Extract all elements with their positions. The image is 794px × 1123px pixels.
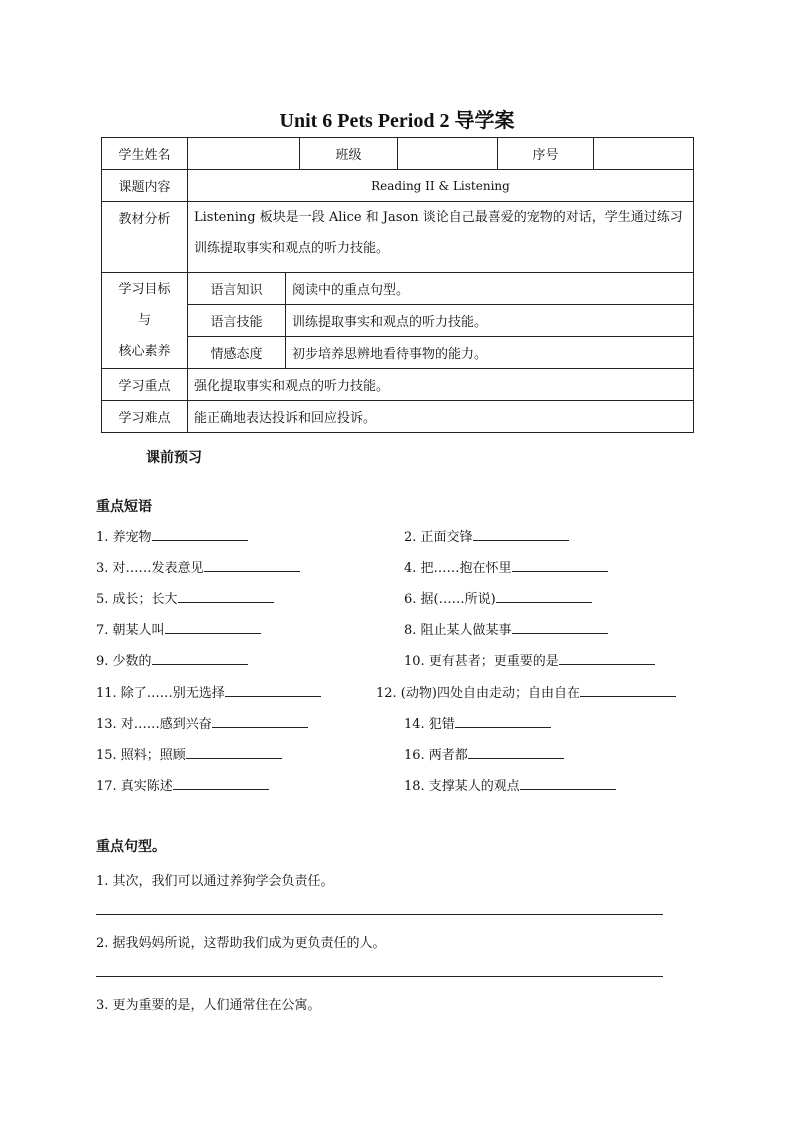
answer-blank[interactable] xyxy=(165,620,261,634)
answer-blank[interactable] xyxy=(512,558,608,572)
answer-blank[interactable] xyxy=(225,683,321,697)
phrase-item xyxy=(404,619,608,638)
phrase-text: 16. 两者都 xyxy=(404,748,468,763)
student-name-label: 学生姓名 xyxy=(102,138,188,170)
phrase-item xyxy=(96,619,261,638)
topic-label: 课题内容 xyxy=(102,170,188,202)
answer-blank[interactable] xyxy=(173,776,269,790)
seat-label: 序号 xyxy=(498,138,594,170)
answer-blank[interactable] xyxy=(204,558,300,572)
answer-blank[interactable] xyxy=(178,589,274,603)
phrase-text: 3. 对……发表意见 xyxy=(96,561,204,576)
answer-blank[interactable] xyxy=(455,714,551,728)
topic-value: Reading II & Listening xyxy=(188,170,694,202)
goal-label-knowledge: 语言知识 xyxy=(188,273,286,305)
answer-line[interactable] xyxy=(96,976,663,977)
analysis-value: Listening 板块是一段 Alice 和 Jason 谈论自己最喜爱的宠物的对话，学生通过练习训练提取事实和观点的听力技能。 xyxy=(188,202,694,273)
phrase-text: 5. 成长；长大 xyxy=(96,592,178,607)
answer-blank[interactable] xyxy=(520,776,616,790)
answer-blank[interactable] xyxy=(559,651,655,665)
phrase-item xyxy=(96,682,321,701)
phrase-text: 13. 对……感到兴奋 xyxy=(96,717,212,732)
phrase-item xyxy=(404,526,569,545)
phrase-item xyxy=(404,588,592,607)
answer-blank[interactable] xyxy=(512,620,608,634)
answer-blank[interactable] xyxy=(186,745,282,759)
class-field[interactable] xyxy=(398,138,498,170)
phrase-text: 7. 朝某人叫 xyxy=(96,623,165,638)
goals-label-line-3: 核心素养 xyxy=(118,344,171,359)
focus-label: 学习重点 xyxy=(102,369,188,401)
goals-label xyxy=(102,273,188,369)
phrase-text: 14. 犯错 xyxy=(404,717,455,732)
phrase-item xyxy=(96,557,300,576)
answer-blank[interactable] xyxy=(152,527,248,541)
phrase-text: 10. 更有甚者；更重要的是 xyxy=(404,654,559,669)
phrase-item xyxy=(404,557,608,576)
goal-label-skills: 语言技能 xyxy=(188,305,286,337)
phrase-item xyxy=(404,650,655,669)
answer-blank[interactable] xyxy=(496,589,592,603)
goal-value-knowledge: 阅读中的重点句型。 xyxy=(286,273,694,305)
info-table xyxy=(101,137,694,433)
phrase-text: 9. 少数的 xyxy=(96,654,152,669)
phrase-text: 15. 照料；照顾 xyxy=(96,748,186,763)
goal-value-attitude: 初步培养思辨地看待事物的能力。 xyxy=(286,337,694,369)
preview-heading: 课前预习 xyxy=(146,450,202,466)
sentences-heading: 重点句型。 xyxy=(96,839,166,855)
seat-field[interactable] xyxy=(594,138,694,170)
phrase-item xyxy=(96,588,274,607)
goals-label-line-2: 与 xyxy=(137,313,151,328)
phrase-item xyxy=(96,744,282,763)
student-name-field[interactable] xyxy=(188,138,300,170)
phrases-heading: 重点短语 xyxy=(96,499,152,515)
phrase-item xyxy=(96,775,269,794)
class-label: 班级 xyxy=(300,138,398,170)
sentence-item: 2. 据我妈妈所说，这帮助我们成为更负责任的人。 xyxy=(96,936,386,951)
goal-label-attitude: 情感态度 xyxy=(188,337,286,369)
sentence-item: 1. 其次，我们可以通过养狗学会负责任。 xyxy=(96,874,334,889)
phrase-item xyxy=(404,713,551,732)
answer-blank[interactable] xyxy=(473,527,569,541)
answer-blank[interactable] xyxy=(580,683,676,697)
phrase-text: 11. 除了……别无选择 xyxy=(96,686,225,701)
phrase-text: 17. 真实陈述 xyxy=(96,779,173,794)
phrase-item xyxy=(404,775,616,794)
phrase-item xyxy=(404,744,564,763)
phrase-text: 4. 把……抱在怀里 xyxy=(404,561,512,576)
page-title: Unit 6 Pets Period 2 导学案 xyxy=(279,110,515,132)
phrase-item xyxy=(96,713,308,732)
phrase-text: 6. 据(……所说) xyxy=(404,592,496,607)
answer-line[interactable] xyxy=(96,914,663,915)
difficulty-value: 能正确地表达投诉和回应投诉。 xyxy=(188,401,694,433)
answer-blank[interactable] xyxy=(468,745,564,759)
focus-value: 强化提取事实和观点的听力技能。 xyxy=(188,369,694,401)
goals-label-line-1: 学习目标 xyxy=(118,282,171,297)
phrase-text: 12. (动物)四处自由走动；自由自在 xyxy=(376,686,580,701)
goal-value-skills: 训练提取事实和观点的听力技能。 xyxy=(286,305,694,337)
phrase-text: 8. 阻止某人做某事 xyxy=(404,623,512,638)
answer-blank[interactable] xyxy=(152,651,248,665)
analysis-label: 教材分析 xyxy=(102,202,188,273)
phrase-item xyxy=(96,650,248,669)
phrase-item xyxy=(376,682,676,701)
phrase-item xyxy=(96,526,248,545)
phrase-text: 2. 正面交锋 xyxy=(404,530,473,545)
difficulty-label: 学习难点 xyxy=(102,401,188,433)
sentence-item: 3. 更为重要的是，人们通常住在公寓。 xyxy=(96,998,321,1013)
phrase-text: 18. 支撑某人的观点 xyxy=(404,779,520,794)
phrase-text: 1. 养宠物 xyxy=(96,530,152,545)
answer-blank[interactable] xyxy=(212,714,308,728)
